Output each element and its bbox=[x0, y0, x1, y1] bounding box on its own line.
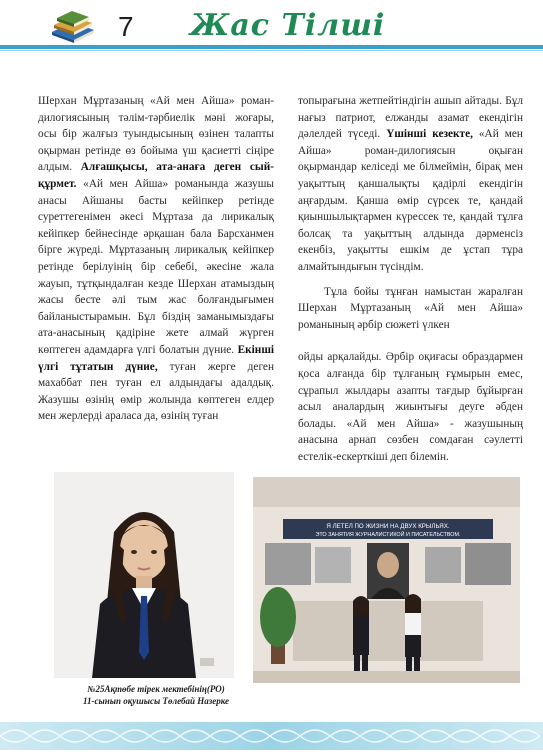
museum-hall-photo bbox=[253, 477, 520, 683]
right-paragraph-3: ойды арқалайды. Әрбір оқиғасы образдармен қоса алғанда бір тұлғаның ғұмырын емес, сұрапыл жылдары азапты тағдыр бұйырған асыл аналардың жиынтығы деуге әбден болады. «Ай мен Айша» - жазушының анасына арнап сөзбен сомдаған сәулетті естелік-ескерткіші деп білемін. bbox=[298, 351, 523, 463]
right-paragraph bbox=[298, 93, 523, 276]
text-run: топырағына жетпейтіндігін ашып айтады. Бұл нағыз патриот, елжанды азамат екендігін дәлелдей түседі. bbox=[298, 95, 523, 141]
caption-line-2: 11-сынып оқушысы Төлебай Назерке bbox=[82, 696, 230, 706]
bold-run: Екінші үлгі тұтатын дүние, bbox=[38, 343, 274, 373]
banner-line-1: Я ЛЕТЕЛ ПО ЖИЗНИ НА ДВУХ КРЫЛЬЯХ. bbox=[326, 523, 450, 530]
museum-illustration bbox=[253, 477, 520, 683]
magazine-title: Жас Тілші bbox=[190, 8, 386, 43]
header-divider bbox=[0, 45, 543, 49]
article-left-column bbox=[38, 93, 274, 425]
article-right-column bbox=[298, 93, 523, 465]
text-run: туған жерге деген махаббат пен туған ел алдындағы адалдық. Жазушы өзінің өмір жолында көптеген елдер мен жерлерді араласа да, өзінің туған bbox=[38, 360, 274, 423]
text-run: Шерхан Мұртазаның «Ай мен Айша» роман-дилогиясының тәлім-тәрбиелік мәні жоғары, осы бір жалғыз туындысының өзінен талапты оқырман ретінде өз бойыма үш қасиетті сіңіре алдым. bbox=[38, 95, 274, 174]
text-run: «Ай мен Айша» роман-дилогиясын оқыған оқырмандар келіседі ме білмеймін, бірақ мен уақыттың қаншалықты қадірлі екендігін аңғардым. Қанша өмір сүрсек те, қандай қиыншылықтармен күрессек те, қандай тұлға болсақ та уақыттың алдында дәрменсіз екенбіз, уақытты ешкім де ұстап тұра алмайтындығын түсіндім. bbox=[298, 128, 523, 273]
header-divider-thin bbox=[0, 50, 543, 51]
text-run: «Ай мен Айша» романында жазушы анасы Айшаны басты кейіпкер ретінде суреттегенімен әкесі Мұртаза да лирикалық кейіпкер бейнесінде әрқашан бала Барсханмен бірге жүреді. Мұртазаның лирикалық кейіпкер ретінде берілуінің бір себебі, әкесіне жала жауып, тұтқындалған кезде Шерхан атамыздың жасы бесте әлі тым жас болғандығымен байланыстырамын. Бұл біздің заманымыздағы ата-анасының қадірінe жете алмай жүрген көптеген адамдарға үлгі болатын дүние. bbox=[38, 177, 274, 356]
portrait-illustration bbox=[54, 472, 234, 678]
student-portrait-photo bbox=[54, 472, 234, 678]
banner-line-2: ЭТО ЗАНЯТИЯ ЖУРНАЛИСТИКОЙ И ПИСАТЕЛЬСТВОМ. bbox=[315, 532, 461, 538]
left-paragraph bbox=[38, 93, 274, 425]
bold-run: Алғашқысы, ата-анаға деген сый-құрмет. bbox=[38, 161, 274, 190]
ornament-border-icon bbox=[0, 722, 543, 750]
books-stack-icon bbox=[48, 10, 96, 44]
bold-run: Үшінші кезекте, bbox=[386, 128, 473, 141]
footer-ornament bbox=[0, 722, 543, 750]
caption-line-1: №25Ақтөбе тірек мектебінің(РО) bbox=[87, 684, 225, 694]
right-paragraph-2: Тұла бойы тұнған намыстан жаралған Шерхан Мұртазаның «Ай мен Айша» романының әрбір сюжеті үлкен bbox=[298, 285, 523, 331]
page-header bbox=[0, 0, 543, 52]
page-number: 7 bbox=[118, 11, 134, 42]
photo-caption bbox=[58, 683, 254, 707]
